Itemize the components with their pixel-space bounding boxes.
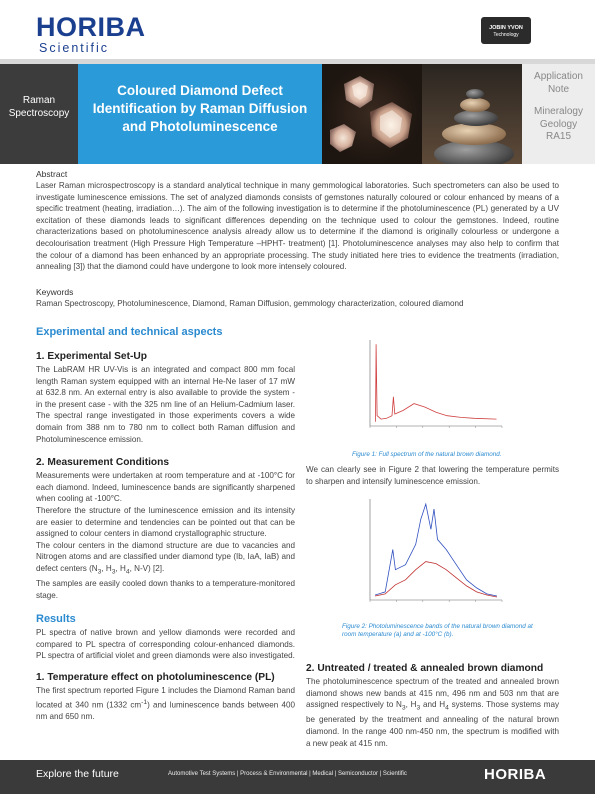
figure-2-container bbox=[306, 464, 559, 639]
conditions-text-part: , H bbox=[115, 563, 126, 573]
untreated-text bbox=[306, 676, 559, 749]
setup-text: The LabRAM HR UV-Vis is an integrated and compact 800 mm focal length Raman system equipped with an internal He-Ne laser of 17 mW at 632.8 nm. An external entry is also available to provide the system - in the present case - with the 325 nm line of an Helium-Cadmium laser. The spectral range investigated in those experiments covers a wide domain from 388 nm to 780 nm to collect both Raman diffusion and Photoluminescence emission. bbox=[36, 365, 295, 444]
note-type-line1: Application bbox=[534, 71, 583, 82]
footer-logo: HORIBA bbox=[484, 766, 547, 783]
diamond-illustration bbox=[322, 64, 422, 164]
figure-2-series-0 bbox=[375, 504, 497, 596]
subsection-temperature-title: 1. Temperature effect on photoluminescence (PL) bbox=[36, 672, 275, 684]
note-reference: RA15 bbox=[545, 131, 571, 142]
category-line2: Spectroscopy bbox=[8, 108, 70, 119]
subsection-untreated-title: 2. Untreated / treated & annealed brown diamond bbox=[306, 663, 544, 674]
temperature-text-part: ) and luminescence bands between 400 nm and 650 nm. bbox=[36, 700, 295, 721]
subscript: 4 bbox=[445, 704, 449, 712]
title-line1: Coloured Diamond Defect bbox=[117, 83, 283, 98]
document-title bbox=[78, 64, 322, 164]
results-text: PL spectra of native brown and yellow diamonds were recorded and compared to PL spectra of corresponding colour-enhanced diamonds. PL spectra of artificial violet and green diamonds were also investigated. bbox=[36, 628, 295, 661]
conditions-paragraph-4: The samples are easily cooled down thanks to a temperature-monitored stage. bbox=[36, 579, 295, 600]
figure-1-caption: Figure 1: Full spectrum of the natural brown diamond. bbox=[352, 451, 502, 458]
figure-2-axes bbox=[370, 499, 502, 600]
abstract-heading: Abstract bbox=[36, 169, 68, 179]
figure-2-chart bbox=[356, 495, 506, 610]
logo-wordmark: HORIBA bbox=[36, 12, 146, 42]
untreated-section bbox=[306, 662, 559, 749]
untreated-text-part: The photoluminescence spectrum of the treated and annealed brown diamond shows new bands at 415 nm, 496 nm and 503 nm that are assigned respectively to N bbox=[306, 677, 559, 710]
conditions-text-part: The colour centers in the diamond structure are due to vacancies and Nitrogen atoms and are classified under diamond type (Ib, IaA, IaB) and defect centers (N bbox=[36, 540, 295, 573]
note-field-line1: Mineralogy bbox=[534, 106, 583, 117]
keywords-section bbox=[36, 286, 559, 310]
subscript: 3 bbox=[111, 568, 116, 576]
footer-tagline: Explore the future bbox=[36, 768, 119, 780]
conditions-paragraph-1: Measurements were undertaken at room temperature and at -100°C for each diamond. Indeed, luminescence bands are significantly sharpened when cooling at -100°C. bbox=[36, 471, 295, 504]
conditions-paragraph-2: Therefore the structure of the luminescence emission and its intensity are easier to determine and tendencies can be pointed out that can be assigned to colour centers in diamond crystallographic structure. bbox=[36, 505, 295, 539]
logo-subtitle: Scientific bbox=[39, 41, 110, 55]
subscript: 3 bbox=[401, 704, 406, 712]
abstract-section bbox=[36, 168, 559, 273]
keywords-heading: Keywords bbox=[36, 287, 74, 297]
temperature-text bbox=[36, 685, 295, 722]
title-line3: and Photoluminescence bbox=[122, 119, 278, 134]
conditions-text-part: , N-V) [2]. bbox=[129, 563, 165, 573]
keywords-text: Raman Spectroscopy, Photoluminescence, Diamond, Raman Diffusion, gemmology characterization, coloured diamond bbox=[36, 299, 464, 308]
diamond-photo bbox=[322, 64, 422, 164]
figure-2-series-1 bbox=[375, 562, 497, 597]
left-column bbox=[36, 324, 295, 723]
subsection-conditions-title: 2. Measurement Conditions bbox=[36, 457, 170, 469]
figure-1-chart bbox=[356, 336, 506, 436]
subscript: 3 bbox=[97, 568, 102, 576]
subsection-setup-title: 1. Experimental Set-Up bbox=[36, 351, 147, 362]
figure-2-caption: Figure 2: Photoluminescence bands of the natural brown diamond at room temperature (a) and at -100°C (b). bbox=[342, 623, 533, 639]
note-info-block bbox=[522, 64, 595, 164]
untreated-text-part: and H bbox=[420, 700, 446, 710]
conditions-paragraph-3 bbox=[36, 540, 295, 578]
section-title-results: Results bbox=[36, 613, 76, 626]
figure-1-series-0 bbox=[376, 344, 497, 421]
figure-1-axes bbox=[370, 340, 502, 426]
section-title-experimental: Experimental and technical aspects bbox=[36, 326, 223, 338]
badge-line1: JOBIN YVON bbox=[489, 25, 523, 31]
figure-2-intro-text: We can clearly see in Figure 2 that lowering the temperature permits to sharpen and intensify luminescence emission. bbox=[306, 465, 559, 486]
temperature-text-part: The first spectrum reported Figure 1 includes the Diamond Raman band located at 340 nm (1332 cm bbox=[36, 686, 295, 710]
abstract-text: Laser Raman microspectroscopy is a standard analytical technique in many gemmological laboratories. Such spectrometers can also be used to investigate luminescence emissions. The set of analyzed diamonds consists of gemstones naturally coloured or colour enhanced by means of a specific treatment (heating, irradiation…). The aim of the following investigation is to determine if the photoluminescence (PL) generated by a UV excitation of these diamonds leads to significant differences depending on the technique used to colour the gemstones. Indeed, routine characterizations based on photoluminescence analysis already allow us to determine if the diamond is originally colourless or undergone a decolourisation treatment (High Pressure High Temperature –HPHT- treatment) [1]. Photoluminescence analyses may also help to confirm that the colour of a diamond has been enhanced by an appropriate processing. The study initiated here tries to evidence the treatments (irradiation, annealing [3]) that the diamond could have undergone to look more intensely coloured. bbox=[36, 181, 559, 272]
subscript: 3 bbox=[416, 704, 421, 712]
footer-business-links: Automotive Test Systems | Process & Environmental | Medical | Semiconductor | Scientific bbox=[168, 771, 407, 777]
stone-stack-photo bbox=[422, 64, 522, 164]
badge-line2: Technology bbox=[493, 32, 519, 38]
stone-stack-illustration bbox=[422, 64, 522, 164]
title-line2: Identification by Raman Diffusion bbox=[92, 101, 308, 116]
conditions-text-part: , H bbox=[101, 563, 112, 573]
page-footer bbox=[0, 760, 595, 794]
note-type-line2: Note bbox=[547, 83, 570, 95]
category-block bbox=[0, 64, 78, 164]
subscript: 4 bbox=[125, 568, 130, 576]
jobin-yvon-badge bbox=[481, 17, 531, 44]
superscript: -1 bbox=[141, 698, 148, 706]
horiba-logo bbox=[36, 14, 146, 55]
untreated-text-part: systems. Those systems may be generated by the treatment and annealing of the natural brown diamond. In the range 400 nm-450 nm, the spectrum is modified with a new peak at 415 nm. bbox=[306, 700, 559, 748]
category-line1: Raman bbox=[22, 95, 56, 106]
note-field-line2: Geology bbox=[539, 118, 578, 130]
untreated-text-part: , H bbox=[405, 700, 417, 710]
figure-1-container bbox=[306, 336, 559, 459]
